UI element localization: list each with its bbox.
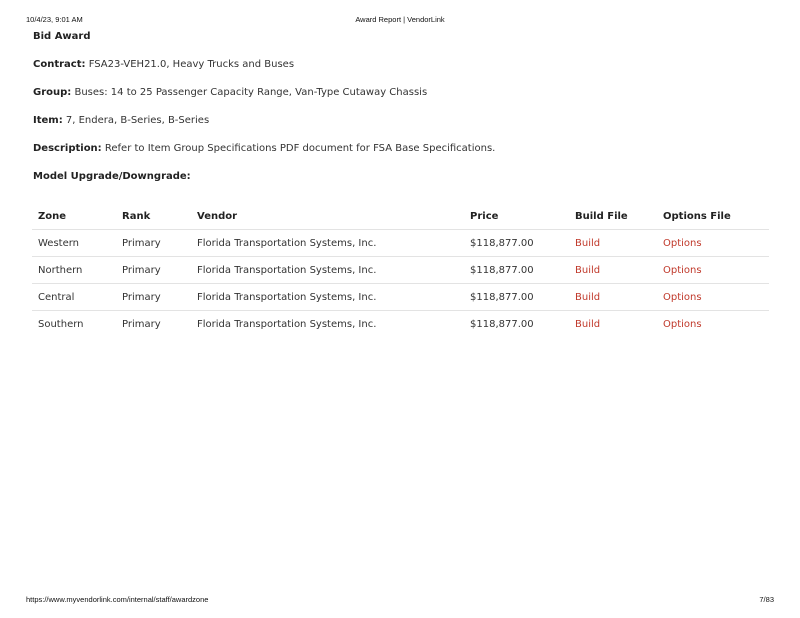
header-zone: Zone (32, 203, 116, 230)
description-value: Refer to Item Group Specifications PDF document for FSA Base Specifications. (104, 143, 496, 154)
cell-price: $118,877.00 (464, 230, 569, 257)
item-label: Item: (33, 115, 63, 126)
print-page-title: Award Report | VendorLink (355, 15, 445, 24)
print-footer (26, 595, 774, 607)
item-line (33, 114, 768, 128)
header-price: Price (464, 203, 569, 230)
options-link[interactable]: Options (663, 237, 702, 249)
contract-value: FSA23-VEH21.0, Heavy Trucks and Buses (88, 59, 295, 70)
build-link[interactable]: Build (575, 237, 601, 249)
header-rank: Rank (116, 203, 191, 230)
table-row (32, 311, 769, 338)
contract-line (33, 58, 768, 72)
build-link[interactable]: Build (575, 318, 601, 330)
cell-price: $118,877.00 (464, 257, 569, 284)
cell-build (569, 284, 657, 311)
header-options-file: Options File (657, 203, 769, 230)
model-upgrade-line (33, 170, 768, 184)
cell-price: $118,877.00 (470, 318, 534, 330)
cell-build (569, 230, 657, 257)
cell-zone: Northern (32, 257, 116, 284)
cell-price: $118,877.00 (464, 284, 569, 311)
description-line (33, 142, 768, 156)
item-value: 7, Endera, B-Series, B-Series (65, 115, 210, 126)
table-row (32, 230, 769, 257)
award-table (32, 203, 769, 337)
table-row (32, 257, 769, 284)
cell-rank: Primary (116, 284, 191, 311)
cell-vendor: Florida Transportation Systems, Inc. (197, 318, 377, 330)
print-datetime: 10/4/23, 9:01 AM (26, 15, 83, 24)
cell-vendor: Florida Transportation Systems, Inc. (191, 257, 464, 284)
table-row (32, 284, 769, 311)
header-build-file: Build File (569, 203, 657, 230)
cell-options (657, 230, 769, 257)
print-page-number: 7/83 (759, 595, 774, 604)
build-link[interactable]: Build (575, 264, 601, 276)
cell-options (657, 284, 769, 311)
print-url: https://www.myvendorlink.com/internal/staff/awardzone (26, 595, 209, 604)
cell-rank: Primary (116, 230, 191, 257)
model-upgrade-label: Model Upgrade/Downgrade: (33, 171, 191, 182)
cell-options (657, 257, 769, 284)
table-header-row (32, 203, 769, 230)
header-vendor: Vendor (191, 203, 464, 230)
award-report (33, 30, 768, 337)
options-link[interactable]: Options (663, 291, 702, 303)
cell-rank: Primary (116, 257, 191, 284)
description-label: Description: (33, 143, 102, 154)
cell-vendor: Florida Transportation Systems, Inc. (191, 284, 464, 311)
cell-zone: Western (32, 230, 116, 257)
group-line (33, 86, 768, 100)
cell-zone: Southern (38, 318, 84, 330)
build-link[interactable]: Build (575, 291, 601, 303)
cell-zone: Central (32, 284, 116, 311)
contract-label: Contract: (33, 59, 86, 70)
report-heading: Bid Award (33, 31, 91, 42)
print-header (26, 15, 774, 27)
options-link[interactable]: Options (663, 264, 702, 276)
cell-build (569, 257, 657, 284)
options-link[interactable]: Options (663, 318, 702, 330)
group-label: Group: (33, 87, 72, 98)
cell-build (569, 311, 657, 338)
cell-rank: Primary (122, 318, 161, 330)
cell-options (657, 311, 769, 338)
group-value: Buses: 14 to 25 Passenger Capacity Range, Van-Type Cutaway Chassis (74, 87, 428, 98)
cell-vendor: Florida Transportation Systems, Inc. (191, 230, 464, 257)
